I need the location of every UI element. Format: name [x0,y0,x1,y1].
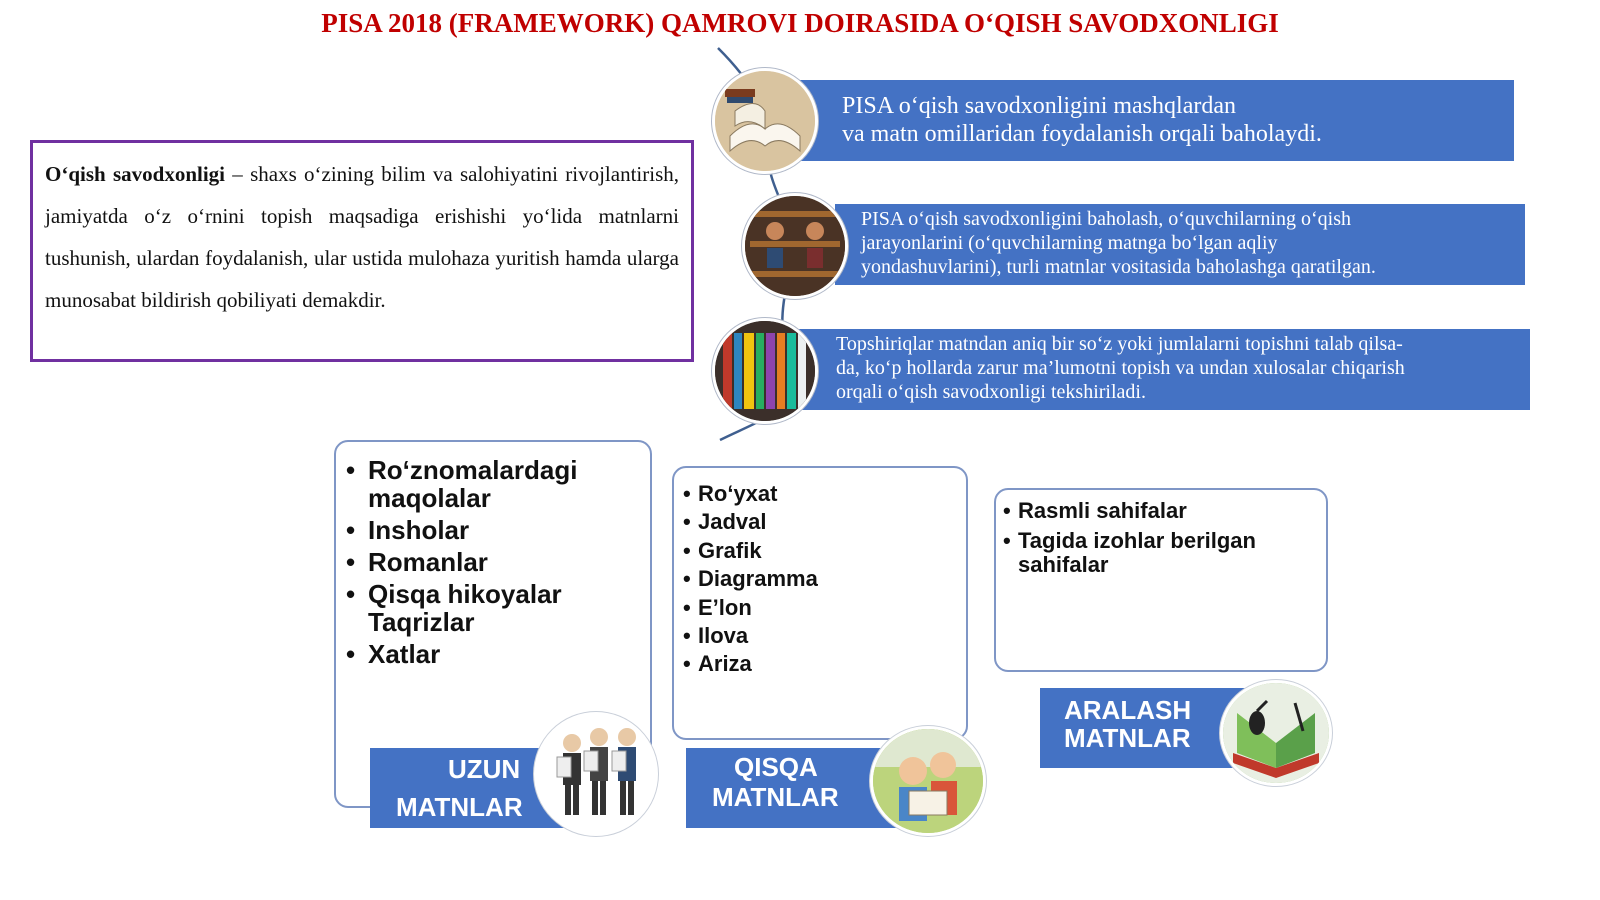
bookshelf-icon [712,318,818,424]
children-book-icon [870,726,986,836]
library-people-icon [742,193,848,299]
info-bar-2 [835,204,1525,285]
list-item: • Tagida izohlar berilgan sahifalar [1018,529,1316,577]
list-item: • Ro‘yxat [698,480,956,508]
list-item: • Qisqa hikoyalar Taqrizlar [368,580,640,636]
bar3-line3: orqali o‘qish savodxonligi tekshiriladi. [836,381,1146,403]
open-book-icon [712,68,818,174]
bar2-line3: yondashuvlarini), turli matnlar vositasida baholashga qaratilgan. [861,256,1376,278]
list-item: • Ilova [698,622,956,650]
label-line: MATNLAR [396,792,523,822]
label-line: MATNLAR [1064,723,1191,753]
label-line: UZUN [448,754,521,784]
info-bar-1 [798,80,1514,161]
label-line: MATNLAR [712,782,839,812]
bar2-line1: PISA o‘qish savodxonligini baholash, o‘quvchilarning o‘qish [861,208,1351,230]
page-title: PISA 2018 (FRAMEWORK) QAMROVI DOIRASIDA O‘QISH SAVODXONLIGI [321,8,1279,38]
definition-term: O‘qish savodxonligi [45,162,226,186]
list-item: • E’lon [698,594,956,622]
list-item: • Jadval [698,508,956,536]
bar3-line2: da, ko‘p hollarda zarur ma’lumotni topish va undan xulosalar chiqarish [836,357,1405,379]
list-item: • Diagramma [698,565,956,593]
list-item: • Ro‘znomalardagi maqolalar [368,456,640,512]
bar1-line2: va matn omillaridan foydalanish orqali baholaydi. [842,121,1322,147]
short-texts-label [686,748,896,828]
list-item: • Grafik [698,537,956,565]
bar3-line1: Topshiriqlar matndan aniq bir so‘z yoki jumlalarni topishni talab qilsa- [836,333,1403,355]
list-item: • Ariza [698,650,956,678]
definition-text: – shaxs o‘zining bilim va salohiyatini rivojlantirish, jamiyatda o‘z o‘rnini topish maqsadiga erishishi yo‘lida matnlarni tushunish, ulardan foydalanish, ular ustida mulohaza yuritish hamda ularga munosabat bildirish qobiliyati demakdir. [45,162,680,312]
popup-book-icon [1220,680,1332,786]
list-item: • Rasmli sahifalar [1018,499,1316,523]
mixed-texts-box [994,488,1328,672]
list-item: • Insholar [368,516,640,544]
bar1-line1: PISA o‘qish savodxonligini mashqlardan [842,93,1236,119]
short-texts-box [672,466,968,740]
bar2-line2: jarayonlarini (o‘quvchilarning matnga bo‘lgan aqliy [861,232,1278,254]
label-line: ARALASH [1064,695,1192,725]
label-line: QISQA [734,752,818,782]
students-reading-icon [534,712,658,836]
list-item: • Xatlar [368,640,640,668]
list-item: • Romanlar [368,548,640,576]
info-bar-3 [798,329,1530,410]
